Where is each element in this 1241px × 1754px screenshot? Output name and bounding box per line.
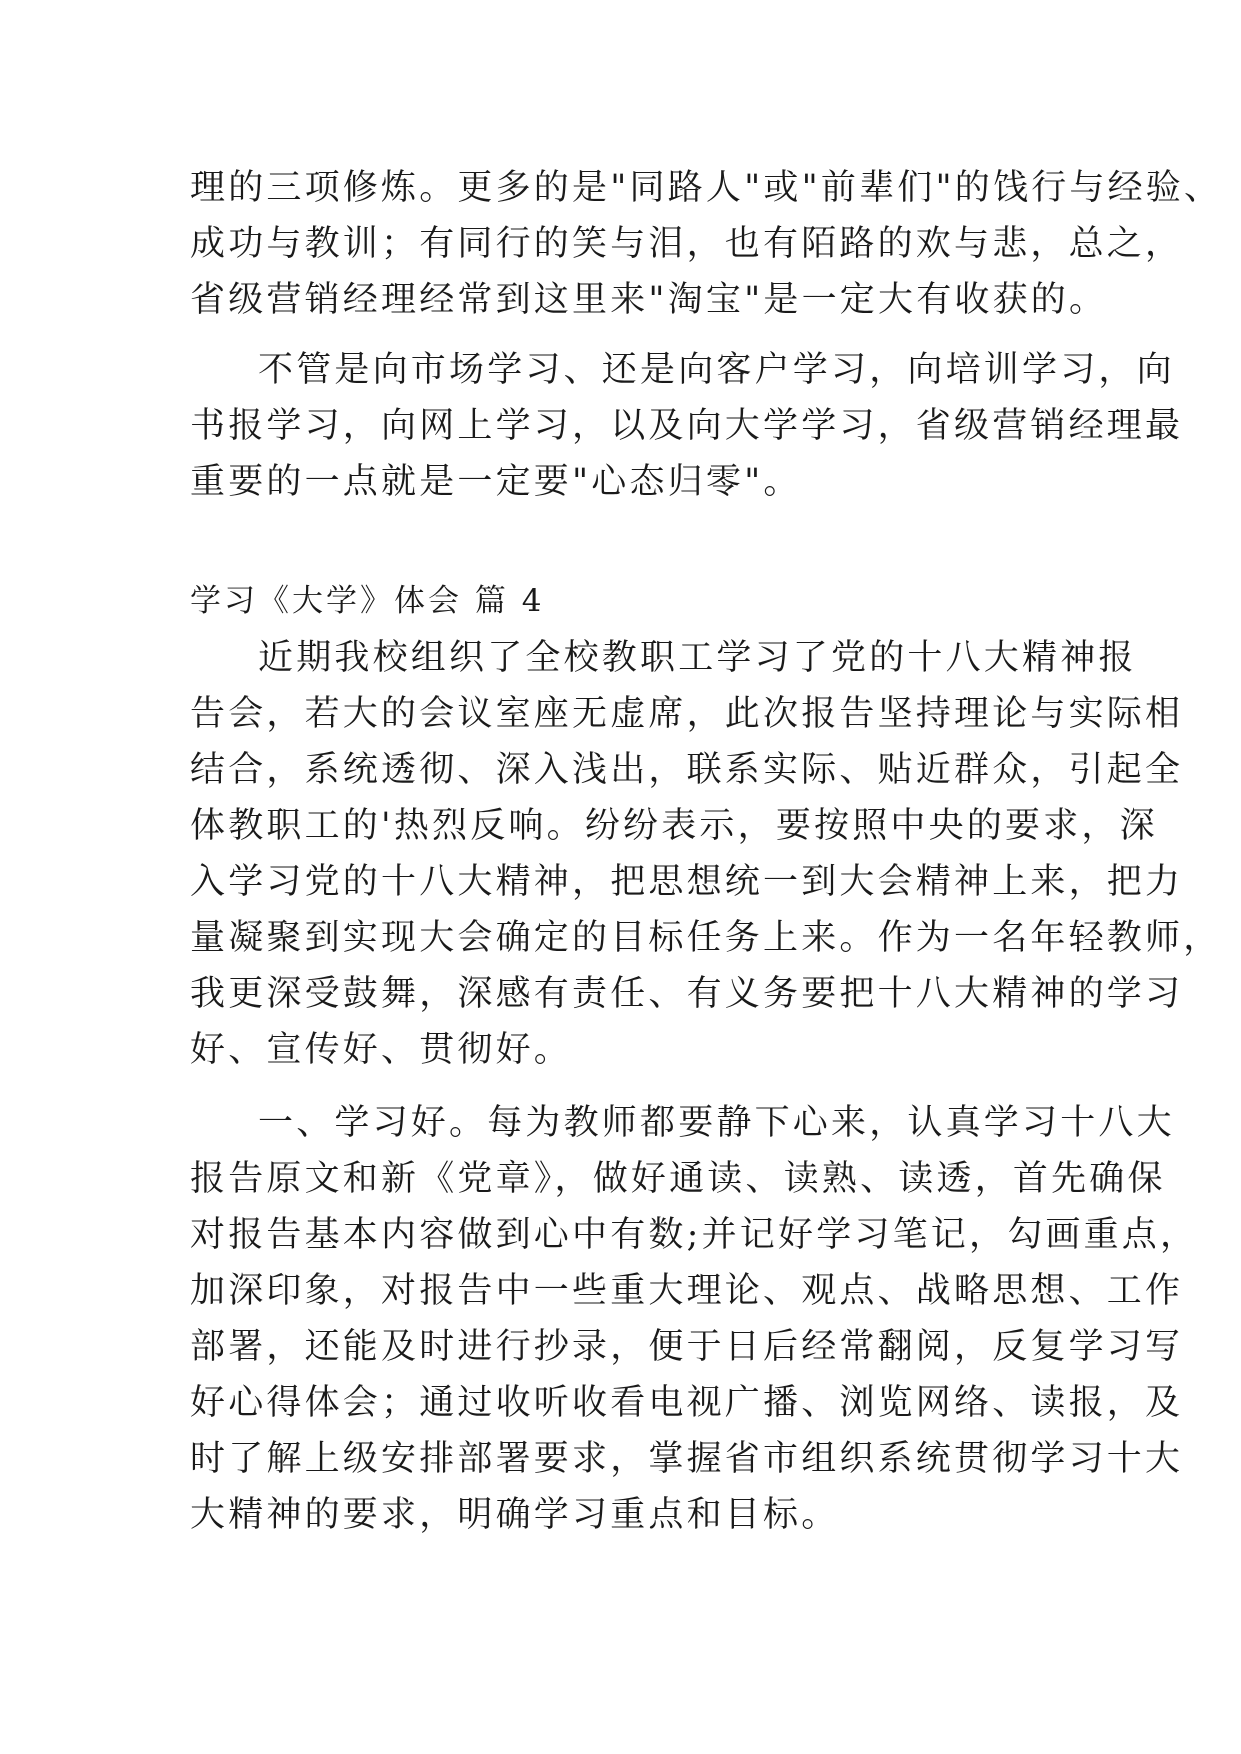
paragraph-line: 我更深受鼓舞，深感有责任、有义务要把十八大精神的学习 <box>190 974 1184 1014</box>
paragraph-line: 一、学习好。每为教师都要静下心来，认真学习十八大 <box>258 1103 1175 1143</box>
paragraph-line: 好、宣传好、贯彻好。 <box>190 1030 573 1070</box>
paragraph-line: 告会，若大的会议室座无虚席，此次报告坚持理论与实际相 <box>190 694 1184 734</box>
paragraph-line: 部署，还能及时进行抄录，便于日后经常翻阅，反复学习写 <box>190 1327 1184 1367</box>
section-heading: 学习《大学》体会 篇 4 <box>190 583 545 619</box>
paragraph-line: 加深印象，对报告中一些重大理论、观点、战略思想、工作 <box>190 1271 1184 1311</box>
paragraph-line: 入学习党的十八大精神，把思想统一到大会精神上来，把力 <box>190 862 1184 902</box>
paragraph-line: 好心得体会；通过收听收看电视广播、浏览网络、读报，及 <box>190 1383 1184 1423</box>
paragraph-line: 对报告基本内容做到心中有数;并记好学习笔记，勾画重点， <box>190 1215 1199 1255</box>
paragraph-line: 重要的一点就是一定要"心态归零"。 <box>190 462 802 502</box>
paragraph-line: 大精神的要求，明确学习重点和目标。 <box>190 1495 840 1535</box>
paragraph-line: 近期我校组织了全校教职工学习了党的十八大精神报 <box>258 638 1137 678</box>
paragraph-line: 理的三项修炼。更多的是"同路人"或"前辈们"的饯行与经验、 <box>190 168 1223 208</box>
paragraph-line: 成功与教训；有同行的笑与泪，也有陌路的欢与悲，总之， <box>190 224 1184 264</box>
paragraph-line: 报告原文和新《党章》，做好通读、读熟、读透，首先确保 <box>190 1159 1166 1199</box>
paragraph-line: 省级营销经理经常到这里来"淘宝"是一定大有收获的。 <box>190 280 1108 320</box>
paragraph-line: 不管是向市场学习、还是向客户学习，向培训学习，向 <box>258 350 1175 390</box>
paragraph-line: 书报学习，向网上学习，以及向大学学习，省级营销经理最 <box>190 406 1184 446</box>
paragraph-line: 时了解上级安排部署要求，掌握省市组织系统贯彻学习十大 <box>190 1439 1184 1479</box>
paragraph-line: 结合，系统透彻、深入浅出，联系实际、贴近群众，引起全 <box>190 750 1184 790</box>
paragraph-line: 体教职工的'热烈反响。纷纷表示，要按照中央的要求，深 <box>190 806 1158 846</box>
paragraph-line: 量凝聚到实现大会确定的目标任务上来。作为一名年轻教师， <box>190 918 1222 958</box>
